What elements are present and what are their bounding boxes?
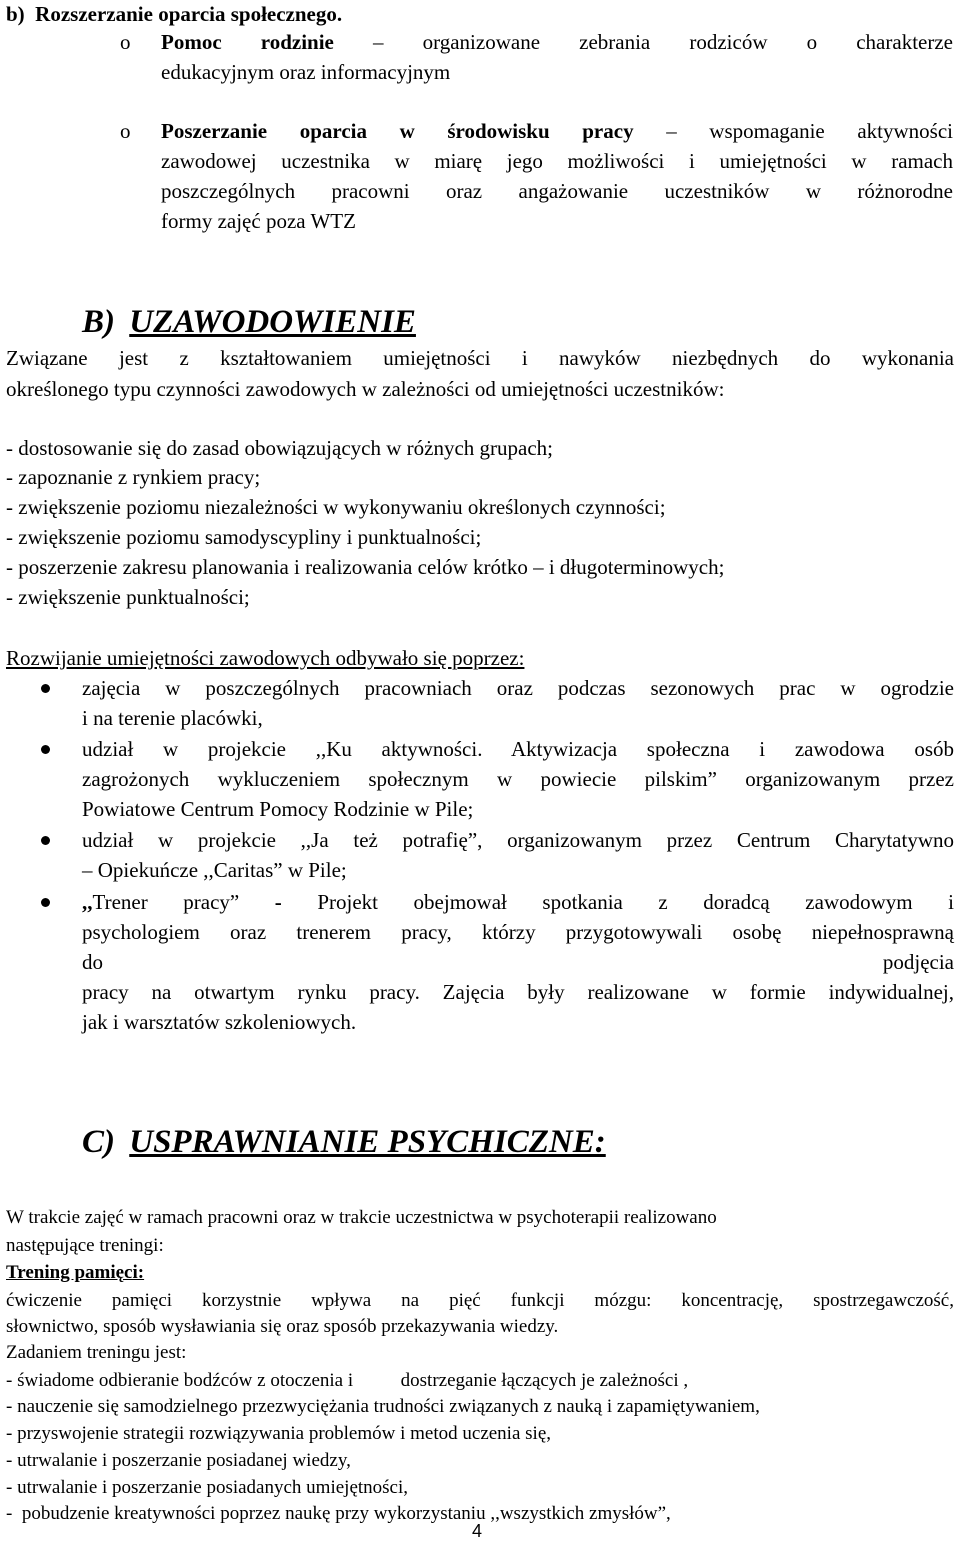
trening-item: - świadome odbieranie bodźców z otoczenia i dostrzeganie łączących je zależności , [6,1370,689,1391]
heading-b [82,303,416,341]
trening-line-2: słownictwo, sposób wysławiania się oraz sposób przekazywania wiedzy. [6,1316,559,1337]
bullet-dot [41,836,50,845]
list-marker-o: o [120,30,131,54]
bullet-4-line-4: pracy na otwartym rynku pracy. Zajęcia były realizowane w formie indywidualnej, [82,980,954,1004]
heading-b-prefix: B) [82,304,115,340]
trening-item: - utrwalanie i poszerzanie posiadanych umiejętności, [6,1477,409,1498]
trening-item: - nauczenie się samodzielnego przezwyciężania trudności związanych z nauką i zapamiętywaniem, [6,1396,760,1417]
bold-dash: - [274,890,282,914]
sub-item-1-bold: Pomoc rodzinie [161,30,334,54]
trening-line-1: ćwiczenie pamięci korzystnie wpływa na pięć funkcji mózgu: koncentrację, spostrzegawczość, [6,1290,954,1311]
bullet-3-line-2: – Opiekuńcze ,,Caritas” w Pile; [82,858,347,882]
bullet-2-line-1: udział w projekcie ,,Ku aktywności. Aktywizacja społeczna i zawodowa osób [82,737,954,761]
bullet-4-line-2: psychologiem oraz trenerem pracy, którzy przygotowywali osobę niepełnosprawną [82,920,954,944]
bullet-4-line-5: jak i warsztatów szkoleniowych. [82,1010,357,1034]
sub-item-2-line-2: zawodowej uczestnika w miarę jego możliwości i umiejętności w ramach [161,149,953,173]
sub-item-1-rest: – organizowane zebrania rodziców o charakterze [333,30,953,54]
rozwijanie-heading: Rozwijanie umiejętności zawodowych odbywało się poprzez: [6,646,525,670]
page-number: 4 [472,1521,483,1541]
bullet-dot [41,684,50,693]
sub-item-2-bold: Poszerzanie oparcia w środowisku pracy [161,119,634,143]
bullet-1-line-2: i na terenie placówki, [82,706,263,730]
heading-c-prefix: C) [82,1124,115,1160]
sub-item-1-line-2: edukacyjnym oraz informacyjnym [161,60,451,84]
para-b-line-1: Związane jest z kształtowaniem umiejętności i nawyków niezbędnych do wykonania [6,346,954,370]
dash-item: - dostosowanie się do zasad obowiązujących w różnych grupach; [6,436,553,460]
para-c-line-1: W trakcie zajęć w ramach pracowni oraz w trakcie uczestnictwa w psychoterapii realizowano [6,1207,717,1228]
heading-b-title: UZAWODOWIENIE [129,304,416,340]
trening-item: - utrwalanie i poszerzanie posiadanej wiedzy, [6,1450,351,1471]
trening-item: - przyswojenie strategii rozwiązywania problemów i metod uczenia się, [6,1423,551,1444]
bullet-dot [41,745,50,754]
list-marker-o: o [120,119,131,143]
bullet-2-line-2: zagrożonych wykluczeniem społecznym w powiecie pilskim” organizowanym przez [82,767,954,791]
bullet-dot [41,898,50,907]
dash-item: - zwiększenie poziomu niezależności w wykonywaniu określonych czynności; [6,495,666,519]
sub-item-2-line-3: poszczególnych pracowni oraz angażowanie uczestników w różnorodne [161,179,953,203]
dash-item: - zwiększenie poziomu samodyscypliny i punktualności; [6,525,482,549]
heading-c-title: USPRAWNIANIE PSYCHICZNE: [129,1124,606,1160]
trening-line-3: Zadaniem treningu jest: [6,1342,187,1363]
bullet-4-line-3: do podjęcia [82,950,954,974]
bullet-2-line-3: Powiatowe Centrum Pomocy Rodzinie w Pile; [82,797,474,821]
sub-item-1-line-1 [161,30,953,54]
dash-item: - poszerzenie zakresu planowania i realizowania celów krótko – i długoterminowych; [6,555,725,579]
para-c-line-2: następujące treningi: [6,1235,164,1256]
heading-c [82,1123,606,1161]
trening-item: - pobudzenie kreatywności poprzez naukę przy wykorzystaniu ,,wszystkich zmysłów”, [6,1503,671,1524]
sub-item-2-line-4: formy zajęć poza WTZ [161,209,356,233]
quote-mark: ,, [82,890,93,914]
sub-item-2-line-1: Poszerzanie oparcia w środowisku pracy – wspomaganie aktywności [161,119,953,143]
trening-title: Trening pamięci: [6,1262,145,1283]
dash-item: - zwiększenie punktualności; [6,585,250,609]
bullet-1-line-1: zajęcia w poszczególnych pracowniach oraz podczas sezonowych prac w ogrodzie [82,676,954,700]
section-b-heading: b) Rozszerzanie oparcia społecznego. [6,2,343,26]
para-b-line-2: określonego typu czynności zawodowych w zależności od umiejętności uczestników: [6,377,725,401]
sub-item-2-rest: wspomaganie aktywności [709,119,953,143]
bullet-4-line-1: ,,Trener pracy” - Projekt obejmował spotkania z doradcą zawodowym i [82,890,954,914]
dash-item: - zapoznanie z rynkiem pracy; [6,465,261,489]
bullet-3-line-1: udział w projekcie ,,Ja też potrafię”, organizowanym przez Centrum Charytatywno [82,828,954,852]
